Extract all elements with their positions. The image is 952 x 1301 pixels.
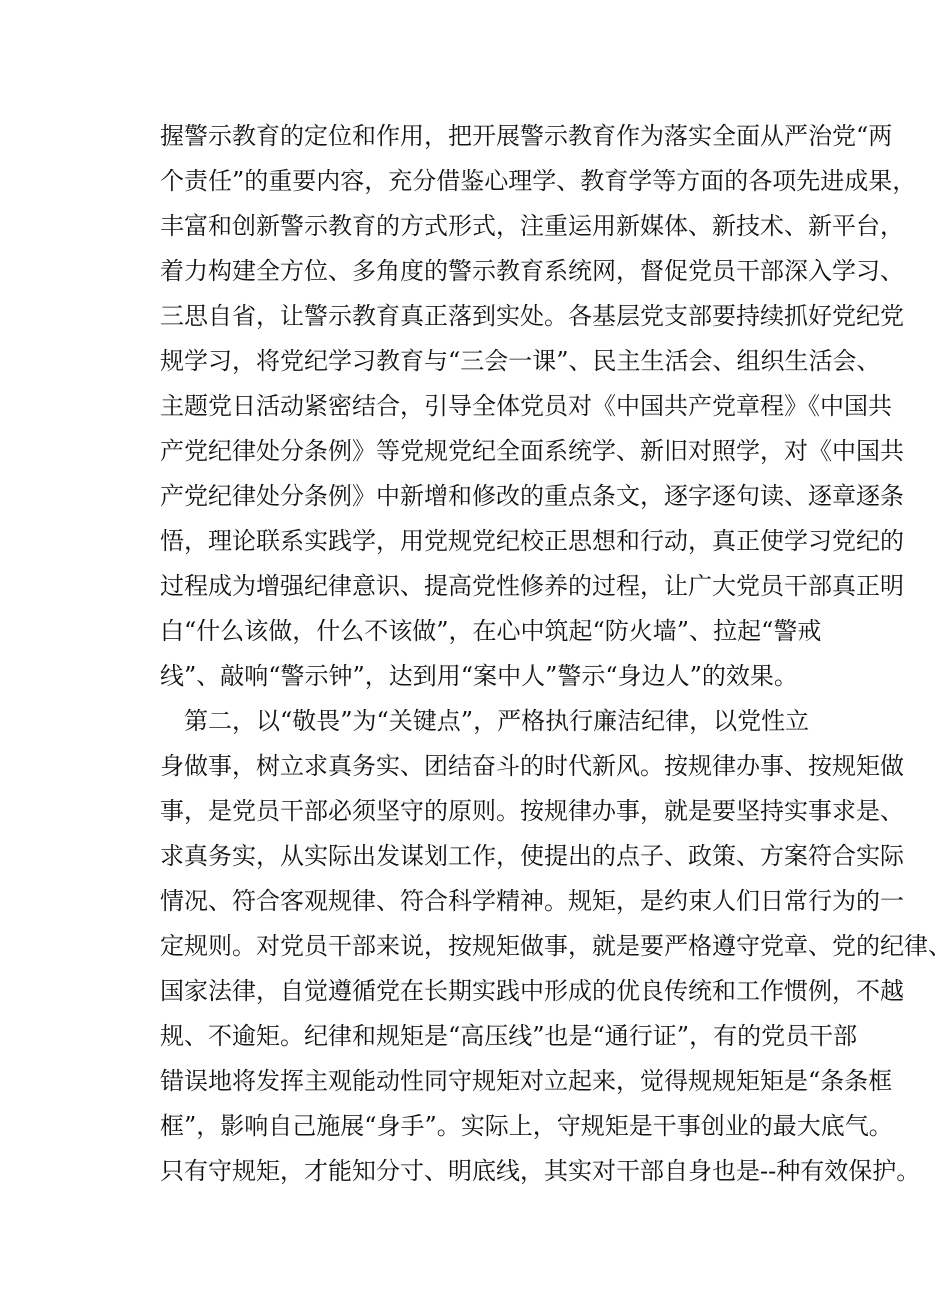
- text-line: 事，是党员干部必须坚守的原则。按规律办事，就是要坚持实事求是、: [160, 797, 904, 825]
- text-line: 线”、敲响“警示钟”，达到用“案中人”警示“身边人”的效果。: [160, 662, 798, 690]
- text-line: 国家法律，自觉遵循党在长期实践中形成的优良传统和工作惯例，不越: [160, 977, 904, 1005]
- text-line: 个责任”的重要内容，充分借鉴心理学、教育学等方面的各项先进成果，: [160, 167, 917, 195]
- text-line: 产党纪律处分条例》中新增和修改的重点条文，逐字逐句读、逐章逐条: [160, 482, 904, 510]
- body-text: [160, 114, 952, 1194]
- text-line-indented: 第二，以“敬畏”为“关键点”，严格执行廉洁纪律，以党性立: [184, 707, 810, 735]
- text-line: 主题党日活动紧密结合，引导全体党员对《中国共产党章程》《中国共: [160, 392, 892, 420]
- text-line: 框”，影响自己施展“身手”。实际上，守规矩是干事创业的最大底气。: [160, 1112, 893, 1140]
- paragraph-1: [160, 114, 917, 699]
- text-line: 规学习，将党纪学习教育与“三会一课”、民主生活会、组织生活会、: [160, 347, 881, 375]
- text-line: 握警示教育的定位和作用，把开展警示教育作为落实全面从严治党“两: [160, 122, 893, 150]
- text-line: 情况、符合客观规律、符合科学精神。规矩，是约束人们日常行为的一: [160, 887, 904, 915]
- text-line: 只有守规矩，才能知分寸、明底线，其实对干部自身也是--种有效保护。: [160, 1157, 921, 1185]
- paragraph-2: [160, 699, 952, 1194]
- text-line: 错误地将发挥主观能动性同守规矩对立起来，觉得规规矩矩是“条条框: [160, 1067, 893, 1095]
- text-line: 产党纪律处分条例》等党规党纪全面系统学、新旧对照学，对《中国共: [160, 437, 904, 465]
- text-line: 白“什么该做，什么不该做”，在心中筑起“防火墙”、拉起“警戒: [160, 617, 822, 645]
- text-line: 求真务实，从实际出发谋划工作，使提出的点子、政策、方案符合实际: [160, 842, 904, 870]
- text-line: 过程成为增强纪律意识、提高党性修养的过程，让广大党员干部真正明: [160, 572, 904, 600]
- text-line: 三思自省，让警示教育真正落到实处。各基层党支部要持续抓好党纪党: [160, 302, 904, 330]
- text-line: 着力构建全方位、多角度的警示教育系统网，督促党员干部深入学习、: [160, 257, 904, 285]
- text-line: 定规则。对党员干部来说，按规矩做事，就是要严格遵守党章、党的纪律、: [160, 932, 952, 960]
- text-line: 身做事，树立求真务实、团结奋斗的时代新风。按规律办事、按规矩做: [160, 752, 904, 780]
- text-line: 悟，理论联系实践学，用党规党纪校正思想和行动，真正使学习党纪的: [160, 527, 904, 555]
- text-line: 丰富和创新警示教育的方式形式，注重运用新媒体、新技术、新平台，: [160, 212, 904, 240]
- text-line: 规、不逾矩。纪律和规矩是“高压线”也是“通行证”，有的党员干部: [160, 1022, 858, 1050]
